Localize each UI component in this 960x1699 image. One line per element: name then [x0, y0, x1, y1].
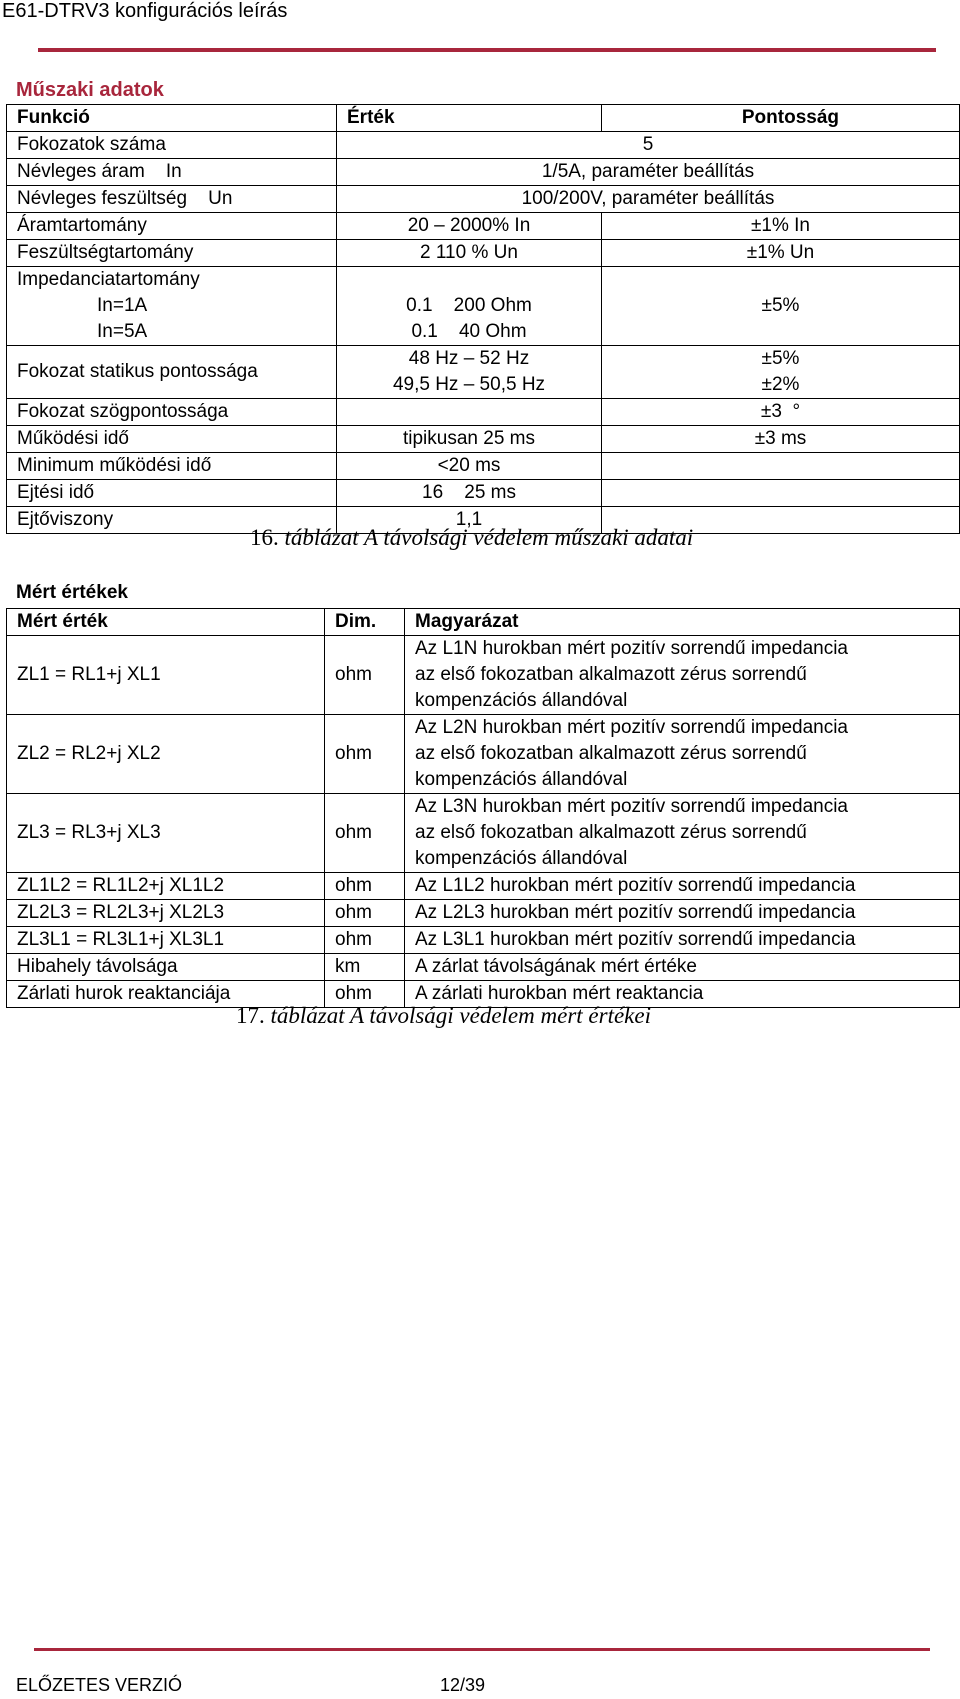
measured-name: ZL2 = RL2+j XL2	[7, 715, 325, 794]
col-measured-value: Mért érték	[7, 609, 325, 636]
description-line: az első fokozatban alkalmazott zérus sorrendű	[415, 743, 807, 764]
row-label: Áramtartomány	[7, 213, 337, 240]
measured-values-table	[6, 608, 960, 1008]
col-dim: Dim.	[325, 609, 405, 636]
impedance-in1-value: 0.1 200 Ohm	[406, 295, 532, 316]
measured-name: ZL2L3 = RL2L3+j XL2L3	[7, 900, 325, 927]
row-accuracy: ±3 ms	[602, 426, 960, 453]
measured-description	[405, 900, 960, 927]
table-row	[7, 453, 960, 480]
measured-name: ZL3 = RL3+j XL3	[7, 794, 325, 873]
description-line: A zárlati hurokban mért reaktancia	[415, 983, 704, 1004]
measured-name: Hibahely távolsága	[7, 954, 325, 981]
col-description: Magyarázat	[405, 609, 960, 636]
row-value	[337, 346, 602, 399]
measured-description	[405, 636, 960, 715]
description-line: Az L1N hurokban mért pozitív sorrendű impedancia	[415, 638, 849, 659]
static-acc-acc-2: ±2%	[761, 374, 800, 395]
table-row	[7, 346, 960, 399]
caption-number: 17.	[236, 1003, 265, 1028]
impedance-in5-value: 0.1 40 Ohm	[411, 321, 527, 342]
table-row	[7, 636, 960, 715]
section-title: Műszaki adatok	[16, 79, 164, 101]
caption-number: 16.	[250, 525, 279, 550]
impedance-in1-label: In=1A	[97, 295, 148, 316]
footer-rule	[34, 1648, 930, 1651]
measured-dim: ohm	[325, 636, 405, 715]
row-label: Működési idő	[7, 426, 337, 453]
table-row	[7, 715, 960, 794]
row-label: Ejtőviszony	[7, 507, 337, 534]
row-accuracy	[602, 346, 960, 399]
static-acc-value-2: 49,5 Hz – 50,5 Hz	[392, 374, 546, 395]
description-line: az első fokozatban alkalmazott zérus sorrendű	[415, 664, 807, 685]
measured-name: Zárlati hurok reaktanciája	[7, 981, 325, 1008]
impedance-label: Impedanciatartomány	[17, 269, 200, 290]
table-row	[7, 480, 960, 507]
row-value: 5	[337, 132, 960, 159]
measured-rows	[7, 636, 960, 1008]
table-row	[7, 426, 960, 453]
caption-text: táblázat A távolsági védelem mért értékei	[270, 1003, 651, 1028]
row-value: 2 110 % Un	[337, 240, 602, 267]
row-value: 1,1	[337, 507, 602, 534]
row-label: Minimum működési idő	[7, 453, 337, 480]
description-line: Az L2N hurokban mért pozitív sorrendű impedancia	[415, 717, 849, 738]
table-row	[7, 240, 960, 267]
table-row	[7, 399, 960, 426]
row-value: 20 – 2000% In	[337, 213, 602, 240]
measured-description	[405, 927, 960, 954]
static-acc-value-1: 48 Hz – 52 Hz	[408, 348, 530, 369]
impedance-in5-label: In=5A	[97, 321, 148, 342]
row-label: Feszültségtartomány	[7, 240, 337, 267]
row-label: Névleges feszültség Un	[7, 186, 337, 213]
technical-data-table	[6, 104, 960, 534]
caption-text: táblázat A távolsági védelem műszaki adatai	[284, 525, 694, 550]
header-rule	[38, 48, 936, 52]
table-row	[7, 159, 960, 186]
table-row	[7, 213, 960, 240]
measured-name: ZL1L2 = RL1L2+j XL1L2	[7, 873, 325, 900]
measured-description	[405, 954, 960, 981]
table-caption	[250, 525, 693, 551]
row-value: tipikusan 25 ms	[337, 426, 602, 453]
measured-dim: km	[325, 954, 405, 981]
table-row	[7, 794, 960, 873]
measured-name: ZL3L1 = RL3L1+j XL3L1	[7, 927, 325, 954]
col-accuracy: Pontosság	[602, 105, 960, 132]
row-accuracy	[602, 453, 960, 480]
measured-dim: ohm	[325, 715, 405, 794]
row-value: 1/5A, paraméter beállítás	[337, 159, 960, 186]
table-header-row	[7, 105, 960, 132]
footer-version: ELŐZETES VERZIÓ	[16, 1675, 183, 1695]
table-row	[7, 132, 960, 159]
measured-dim: ohm	[325, 900, 405, 927]
description-line: Az L3N hurokban mért pozitív sorrendű impedancia	[415, 796, 849, 817]
row-value	[337, 399, 602, 426]
description-line: A zárlat távolságának mért értéke	[415, 956, 697, 977]
row-accuracy: ±5%	[602, 267, 960, 346]
document-title: E61-DTRV3 konfigurációs leírás	[2, 0, 288, 22]
measured-name: ZL1 = RL1+j XL1	[7, 636, 325, 715]
description-line: kompenzációs állandóval	[415, 848, 628, 869]
row-label: Névleges áram In	[7, 159, 337, 186]
col-value: Érték	[337, 105, 602, 132]
measured-description	[405, 873, 960, 900]
description-line: Az L3L1 hurokban mért pozitív sorrendű impedancia	[415, 929, 856, 950]
table-row	[7, 954, 960, 981]
table-row	[7, 873, 960, 900]
row-value: 100/200V, paraméter beállítás	[337, 186, 960, 213]
description-line: Az L2L3 hurokban mért pozitív sorrendű impedancia	[415, 902, 856, 923]
page-number: 12/39	[440, 1675, 486, 1695]
measured-description	[405, 794, 960, 873]
row-accuracy	[602, 480, 960, 507]
table-row	[7, 927, 960, 954]
measured-dim: ohm	[325, 981, 405, 1008]
row-label: Fokozat szögpontossága	[7, 399, 337, 426]
table-row	[7, 186, 960, 213]
measured-heading: Mért értékek	[16, 582, 128, 603]
row-accuracy: ±1% Un	[602, 240, 960, 267]
row-label: Fokozatok száma	[7, 132, 337, 159]
table-row	[7, 900, 960, 927]
static-acc-acc-1: ±5%	[761, 348, 800, 369]
row-value: <20 ms	[337, 453, 602, 480]
description-line: az első fokozatban alkalmazott zérus sorrendű	[415, 822, 807, 843]
row-label	[7, 267, 337, 346]
measured-dim: ohm	[325, 873, 405, 900]
measured-dim: ohm	[325, 927, 405, 954]
table-row	[7, 267, 960, 346]
measured-description	[405, 715, 960, 794]
table-header-row	[7, 609, 960, 636]
row-accuracy: ±3 °	[602, 399, 960, 426]
description-line: kompenzációs állandóval	[415, 769, 628, 790]
col-function: Funkció	[7, 105, 337, 132]
row-label: Fokozat statikus pontossága	[7, 346, 337, 399]
row-accuracy: ±1% In	[602, 213, 960, 240]
row-value: 16 25 ms	[337, 480, 602, 507]
row-value	[337, 267, 602, 346]
description-line: Az L1L2 hurokban mért pozitív sorrendű impedancia	[415, 875, 856, 896]
row-label: Ejtési idő	[7, 480, 337, 507]
measured-dim: ohm	[325, 794, 405, 873]
description-line: kompenzációs állandóval	[415, 690, 628, 711]
table-caption	[236, 1003, 651, 1029]
